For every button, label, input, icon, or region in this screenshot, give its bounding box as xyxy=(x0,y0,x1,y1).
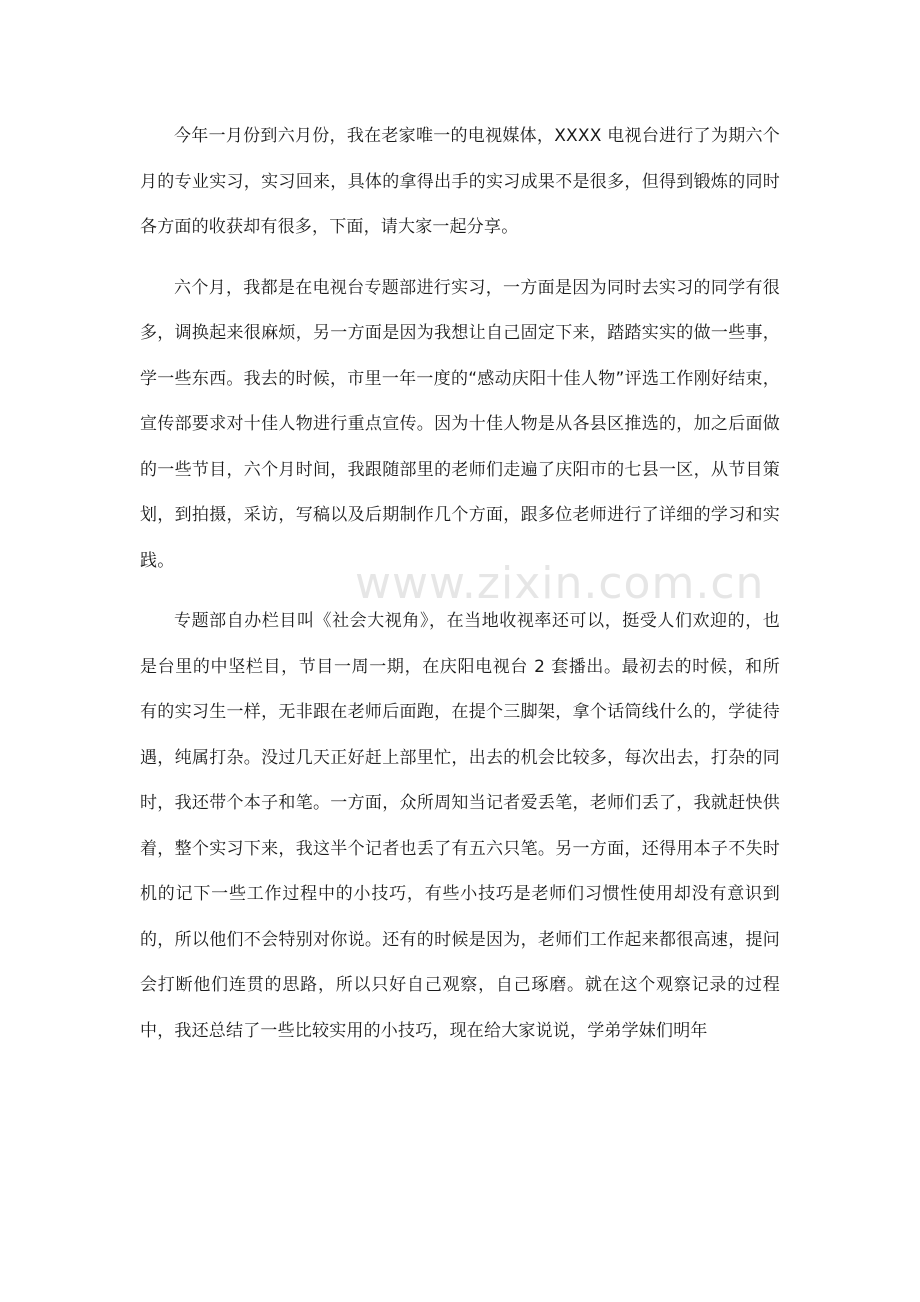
watermark: www.zixin.com.cn xyxy=(355,558,765,609)
document-body xyxy=(140,114,780,1069)
paragraph-1: 今年一月份到六月份，我在老家唯一的电视媒体，XXXX 电视台进行了为期六个月的专业实习，实习回来，具体的拿得出手的实习成果不是很多，但得到锻炼的同时各方面的收获却有很多，下面，请大家一起分享。 xyxy=(140,126,780,237)
paragraph-2: 六个月，我都是在电视台专题部进行实习，一方面是因为同时去实习的同学有很多，调换起来很麻烦，另一方面是因为我想让自己固定下来，踏踏实实的做一些事，学一些东西。我去的时候，市里一年一度的“感动庆阳十佳人物”评选工作刚好结束，宣传部要求对十佳人物进行重点宣传。因为十佳人物是从各县区推选的，加之后面做的一些节目，六个月时间，我跟随部里的老师们走遍了庆阳市的七县一区，从节目策划，到拍摄，采访，写稿以及后期制作几个方面，跟多位老师进行了详细的学习和实践。 xyxy=(140,277,780,571)
paragraph-3: 专题部自办栏目叫《社会大视角》，在当地收视率还可以，挺受人们欢迎的，也是台里的中坚栏目，节目一周一期，在庆阳电视台 2 套播出。最初去的时候，和所有的实习生一样，无非跟在老师后面跑，在提个三脚架，拿个话筒线什么的，学徒待遇，纯属打杂。没过几天正好赶上部里忙，出去的机会比较多，每次出去，打杂的同时，我还带个本子和笔。一方面，众所周知当记者爱丢笔，老师们丢了，我就赶快供着，整个实习下来，我这半个记者也丢了有五六只笔。另一方面，还得用本子不失时机的记下一些工作过程中的小技巧，有些小技巧是老师们习惯性使用却没有意识到的，所以他们不会特别对你说。还有的时候是因为，老师们工作起来都很高速，提问会打断他们连贯的思路，所以只好自己观察，自己琢磨。就在这个观察记录的过程中，我还总结了一些比较实用的小技巧，现在给大家说说，学弟学妹们明年 xyxy=(140,611,780,1041)
